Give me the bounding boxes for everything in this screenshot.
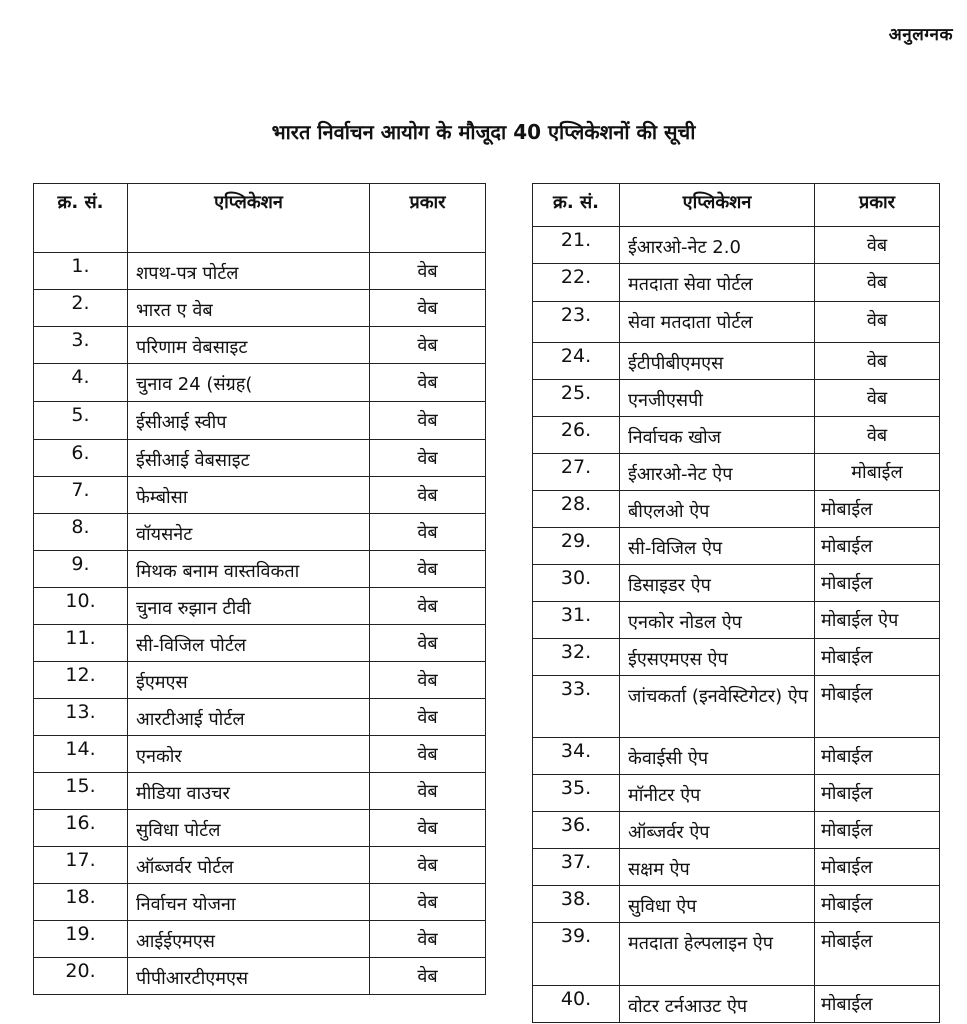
table-header-row (533, 184, 940, 227)
serial-no-cell: 40. (533, 986, 620, 1023)
table-row (34, 625, 486, 662)
table-row (533, 417, 940, 454)
table-row (533, 343, 940, 380)
table-row (533, 738, 940, 775)
table-row (533, 528, 940, 565)
table-row (533, 380, 940, 417)
application-type-cell: मोबाईल (815, 775, 940, 812)
application-name-cell: जांचकर्ता (इनवेस्टिगेटर) ऐप (620, 676, 815, 738)
application-name-cell: मिथक बनाम वास्तविकता (128, 551, 370, 588)
application-name-cell: सी-विजिल पोर्टल (128, 625, 370, 662)
application-name-cell: आरटीआई पोर्टल (128, 699, 370, 736)
table-row (533, 986, 940, 1023)
application-type-cell: मोबाईल (815, 454, 940, 491)
application-name-cell: मॉनीटर ऐप (620, 775, 815, 812)
serial-no-cell: 20. (34, 958, 128, 995)
application-name-cell: वॉयसनेट (128, 514, 370, 551)
application-name-cell: निर्वाचक खोज (620, 417, 815, 454)
serial-no-cell: 27. (533, 454, 620, 491)
application-type-cell: मोबाईल (815, 565, 940, 602)
application-name-cell: बीएलओ ऐप (620, 491, 815, 528)
application-name-cell: पीपीआरटीएमएस (128, 958, 370, 995)
application-type-cell: वेब (370, 625, 486, 662)
applications-table-right (532, 183, 940, 1023)
table-row (34, 402, 486, 440)
serial-no-cell: 11. (34, 625, 128, 662)
application-name-cell: सक्षम ऐप (620, 849, 815, 886)
table-row (533, 491, 940, 528)
serial-no-cell: 29. (533, 528, 620, 565)
serial-no-cell: 21. (533, 227, 620, 264)
application-type-cell: वेब (370, 253, 486, 290)
annexure-label: अनुलग्नक (888, 25, 953, 45)
serial-no-cell: 1. (34, 253, 128, 290)
table-row (34, 810, 486, 847)
table-row (533, 775, 940, 812)
application-name-cell: भारत ए वेब (128, 290, 370, 327)
application-name-cell: ईएसएमएस ऐप (620, 639, 815, 676)
serial-no-cell: 4. (34, 364, 128, 402)
application-type-cell: मोबाईल (815, 986, 940, 1023)
serial-no-cell: 7. (34, 477, 128, 514)
header-type: प्रकार (370, 184, 486, 253)
table-row (34, 773, 486, 810)
header-application: एप्लिकेशन (128, 184, 370, 253)
application-type-cell: मोबाईल (815, 491, 940, 528)
serial-no-cell: 30. (533, 565, 620, 602)
application-type-cell: मोबाईल (815, 812, 940, 849)
application-name-cell: ईसीआई वेबसाइट (128, 440, 370, 477)
table-row (34, 662, 486, 699)
application-name-cell: चुनाव रुझान टीवी (128, 588, 370, 625)
application-type-cell: वेब (370, 662, 486, 699)
serial-no-cell: 28. (533, 491, 620, 528)
application-name-cell: मीडिया वाउचर (128, 773, 370, 810)
serial-no-cell: 37. (533, 849, 620, 886)
application-type-cell: मोबाईल (815, 528, 940, 565)
application-name-cell: केवाईसी ऐप (620, 738, 815, 775)
application-name-cell: आईईएमएस (128, 921, 370, 958)
table-row (533, 302, 940, 343)
serial-no-cell: 13. (34, 699, 128, 736)
application-name-cell: डिसाइडर ऐप (620, 565, 815, 602)
application-type-cell: वेब (370, 810, 486, 847)
table-row (34, 588, 486, 625)
application-type-cell: मोबाईल (815, 886, 940, 923)
table-row (34, 551, 486, 588)
serial-no-cell: 3. (34, 327, 128, 364)
table-row (34, 364, 486, 402)
application-type-cell: वेब (370, 551, 486, 588)
table-row (34, 477, 486, 514)
application-type-cell: वेब (370, 440, 486, 477)
header-application: एप्लिकेशन (620, 184, 815, 227)
application-name-cell: ऑब्जर्वर ऐप (620, 812, 815, 849)
header-serial-no: क्र. सं. (533, 184, 620, 227)
serial-no-cell: 10. (34, 588, 128, 625)
application-name-cell: सुविधा पोर्टल (128, 810, 370, 847)
table-row (34, 440, 486, 477)
application-name-cell: परिणाम वेबसाइट (128, 327, 370, 364)
serial-no-cell: 31. (533, 602, 620, 639)
application-name-cell: ईएमएस (128, 662, 370, 699)
application-type-cell: वेब (370, 736, 486, 773)
application-type-cell: मोबाईल ऐप (815, 602, 940, 639)
serial-no-cell: 39. (533, 923, 620, 986)
page-title: भारत निर्वाचन आयोग के मौजूदा 40 एप्लिकेशनों की सूची (271, 120, 696, 144)
application-type-cell: वेब (370, 921, 486, 958)
serial-no-cell: 12. (34, 662, 128, 699)
serial-no-cell: 33. (533, 676, 620, 738)
table-row (34, 884, 486, 921)
header-serial-no: क्र. सं. (34, 184, 128, 253)
application-type-cell: वेब (370, 364, 486, 402)
application-name-cell: सुविधा ऐप (620, 886, 815, 923)
application-type-cell: वेब (815, 264, 940, 302)
table-row (34, 736, 486, 773)
header-type: प्रकार (815, 184, 940, 227)
serial-no-cell: 5. (34, 402, 128, 440)
serial-no-cell: 16. (34, 810, 128, 847)
serial-no-cell: 34. (533, 738, 620, 775)
table-row (533, 923, 940, 986)
application-name-cell: एनकोर नोडल ऐप (620, 602, 815, 639)
application-name-cell: एनजीएसपी (620, 380, 815, 417)
table-row (533, 227, 940, 264)
table-row (533, 454, 940, 491)
table-row (533, 886, 940, 923)
application-name-cell: ईआरओ-नेट ऐप (620, 454, 815, 491)
application-name-cell: मतदाता हेल्पलाइन ऐप (620, 923, 815, 986)
serial-no-cell: 24. (533, 343, 620, 380)
application-type-cell: वेब (370, 884, 486, 921)
application-name-cell: ईआरओ-नेट 2.0 (620, 227, 815, 264)
serial-no-cell: 19. (34, 921, 128, 958)
application-name-cell: मतदाता सेवा पोर्टल (620, 264, 815, 302)
application-type-cell: वेब (370, 290, 486, 327)
application-type-cell: वेब (370, 958, 486, 995)
application-type-cell: वेब (370, 327, 486, 364)
application-name-cell: ऑब्जर्वर पोर्टल (128, 847, 370, 884)
table-row (533, 676, 940, 738)
application-type-cell: वेब (370, 514, 486, 551)
application-type-cell: वेब (815, 417, 940, 454)
application-type-cell: वेब (815, 343, 940, 380)
applications-table-left (33, 183, 486, 995)
application-name-cell: सेवा मतदाता पोर्टल (620, 302, 815, 343)
serial-no-cell: 17. (34, 847, 128, 884)
application-name-cell: ईटीपीबीएमएस (620, 343, 815, 380)
application-type-cell: वेब (370, 699, 486, 736)
serial-no-cell: 23. (533, 302, 620, 343)
application-type-cell: वेब (370, 847, 486, 884)
application-name-cell: ईसीआई स्वीप (128, 402, 370, 440)
serial-no-cell: 26. (533, 417, 620, 454)
serial-no-cell: 38. (533, 886, 620, 923)
serial-no-cell: 18. (34, 884, 128, 921)
serial-no-cell: 2. (34, 290, 128, 327)
application-type-cell: वेब (815, 302, 940, 343)
table-row (34, 514, 486, 551)
application-name-cell: निर्वाचन योजना (128, 884, 370, 921)
application-type-cell: वेब (815, 227, 940, 264)
table-row (34, 699, 486, 736)
application-type-cell: वेब (370, 477, 486, 514)
application-type-cell: मोबाईल (815, 639, 940, 676)
serial-no-cell: 9. (34, 551, 128, 588)
application-type-cell: वेब (370, 588, 486, 625)
application-name-cell: शपथ-पत्र पोर्टल (128, 253, 370, 290)
application-name-cell: एनकोर (128, 736, 370, 773)
table-row (34, 847, 486, 884)
application-name-cell: चुनाव 24 (संग्रह( (128, 364, 370, 402)
table-row (533, 639, 940, 676)
table-row (533, 264, 940, 302)
application-type-cell: वेब (370, 402, 486, 440)
table-row (533, 565, 940, 602)
table-row (533, 812, 940, 849)
serial-no-cell: 25. (533, 380, 620, 417)
serial-no-cell: 15. (34, 773, 128, 810)
application-name-cell: वोटर टर्नआउट ऐप (620, 986, 815, 1023)
application-type-cell: मोबाईल (815, 676, 940, 738)
application-name-cell: फेम्बोसा (128, 477, 370, 514)
serial-no-cell: 35. (533, 775, 620, 812)
serial-no-cell: 22. (533, 264, 620, 302)
application-type-cell: मोबाईल (815, 849, 940, 886)
serial-no-cell: 32. (533, 639, 620, 676)
application-type-cell: मोबाईल (815, 923, 940, 986)
table-row (34, 958, 486, 995)
application-type-cell: वेब (815, 380, 940, 417)
table-row (533, 849, 940, 886)
table-row (34, 253, 486, 290)
serial-no-cell: 14. (34, 736, 128, 773)
serial-no-cell: 36. (533, 812, 620, 849)
application-type-cell: मोबाईल (815, 738, 940, 775)
serial-no-cell: 8. (34, 514, 128, 551)
application-type-cell: वेब (370, 773, 486, 810)
serial-no-cell: 6. (34, 440, 128, 477)
table-row (34, 921, 486, 958)
table-row (34, 290, 486, 327)
table-row (34, 327, 486, 364)
table-row (533, 602, 940, 639)
table-header-row (34, 184, 486, 253)
application-name-cell: सी-विजिल ऐप (620, 528, 815, 565)
